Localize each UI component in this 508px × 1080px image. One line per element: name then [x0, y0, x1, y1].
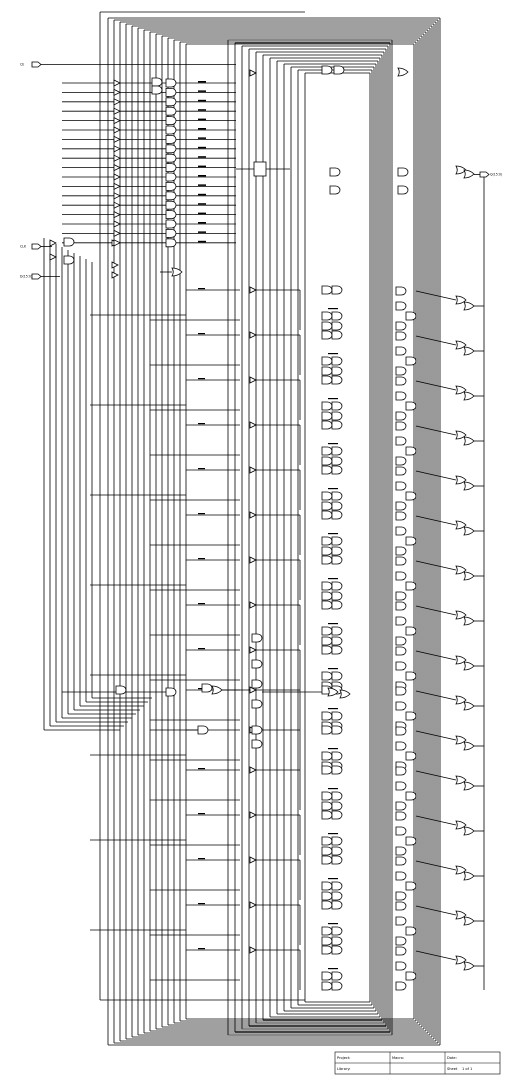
- and-gate-icon: [332, 627, 342, 635]
- and-gate-icon: [166, 98, 176, 106]
- and-gate-icon: [322, 927, 332, 935]
- and-gate-icon: [332, 766, 342, 774]
- flipflop-icon: [254, 162, 266, 176]
- and-gate-icon: [252, 726, 262, 734]
- and-gate-icon: [332, 502, 342, 510]
- and-gate-icon: [396, 547, 406, 555]
- and-gate-icon: [166, 79, 176, 87]
- and-gate-icon: [396, 527, 406, 535]
- and-gate-icon: [322, 312, 332, 320]
- title-project-label: Project:: [337, 1056, 351, 1060]
- and-gate-icon: [396, 302, 406, 310]
- and-gate-icon: [406, 972, 416, 980]
- and-gate-icon: [332, 286, 342, 294]
- net-label-tag: [328, 923, 338, 924]
- and-gate-icon: [406, 882, 416, 890]
- net-label-tag: [198, 119, 206, 121]
- and-gate-icon: [322, 752, 332, 760]
- and-gate-icon: [322, 646, 332, 654]
- and-gate-icon: [396, 467, 406, 475]
- net-label-tag: [198, 109, 206, 111]
- and-gate-icon: [322, 466, 332, 474]
- and-gate-icon: [334, 66, 344, 74]
- net-label-tag: [198, 128, 206, 130]
- and-gate-icon: [332, 466, 342, 474]
- net-label-tag: [328, 398, 338, 399]
- and-gate-icon: [396, 512, 406, 520]
- and-gate-icon: [406, 792, 416, 800]
- and-gate-icon: [322, 357, 332, 365]
- net-label-tag: [328, 748, 338, 749]
- title-sheet-value: 1 of 1: [462, 1067, 473, 1071]
- net-label-tag: [198, 378, 205, 379]
- and-gate-icon: [332, 447, 342, 455]
- and-gate-icon: [166, 117, 176, 125]
- net-label-tag: [198, 156, 206, 158]
- and-gate-icon: [322, 937, 332, 945]
- and-gate-icon: [396, 332, 406, 340]
- and-gate-icon: [332, 421, 342, 429]
- and-gate-icon: [332, 367, 342, 375]
- and-gate-icon: [332, 376, 342, 384]
- and-gate-icon: [322, 672, 332, 680]
- and-gate-icon: [252, 740, 262, 748]
- and-gate-icon: [396, 437, 406, 445]
- and-gate-icon: [332, 646, 342, 654]
- and-gate-icon: [332, 946, 342, 954]
- and-gate-icon: [332, 637, 342, 645]
- and-gate-icon: [332, 672, 342, 680]
- title-date-label: Date:: [447, 1056, 457, 1060]
- and-gate-icon: [166, 145, 176, 153]
- net-label-tag: [328, 708, 338, 709]
- and-gate-icon: [322, 592, 332, 600]
- net-label-tag: [198, 903, 205, 904]
- and-gate-icon: [332, 927, 342, 935]
- net-label-tag: [198, 558, 205, 559]
- and-gate-icon: [330, 168, 340, 176]
- and-gate-icon: [396, 637, 406, 645]
- and-gate-icon: [166, 201, 176, 209]
- title-macro-label: Macro:: [392, 1056, 405, 1060]
- net-label-tag: [328, 533, 338, 534]
- net-label-tag: [198, 203, 206, 205]
- and-gate-icon: [406, 837, 416, 845]
- and-gate-icon: [396, 827, 406, 835]
- and-gate-icon: [322, 792, 332, 800]
- and-gate-icon: [252, 700, 262, 708]
- and-gate-icon: [322, 412, 332, 420]
- net-label-tag: [328, 833, 338, 834]
- and-gate-icon: [332, 882, 342, 890]
- port-q-label: Q(15:0): [490, 172, 503, 177]
- and-gate-icon: [330, 186, 340, 194]
- and-gate-icon: [332, 792, 342, 800]
- and-gate-icon: [406, 927, 416, 935]
- and-gate-icon: [332, 312, 342, 320]
- net-label-tag: [328, 578, 338, 579]
- and-gate-icon: [396, 872, 406, 880]
- and-gate-icon: [396, 892, 406, 900]
- net-label-tag: [198, 231, 206, 233]
- net-label-tag: [328, 623, 338, 624]
- and-gate-icon: [322, 492, 332, 500]
- and-gate-icon: [322, 946, 332, 954]
- net-label-tag: [198, 184, 206, 186]
- and-gate-icon: [166, 211, 176, 219]
- and-gate-icon: [332, 712, 342, 720]
- and-gate-icon: [396, 782, 406, 790]
- net-label-tag: [198, 147, 206, 149]
- and-gate-icon: [406, 492, 416, 500]
- net-label-tag: [198, 468, 205, 469]
- and-gate-icon: [166, 164, 176, 172]
- port-clk-label: CLK: [20, 244, 27, 249]
- and-gate-icon: [322, 601, 332, 609]
- and-gate-icon: [322, 811, 332, 819]
- and-gate-icon: [396, 917, 406, 925]
- net-label-tag: [328, 788, 338, 789]
- and-gate-icon: [332, 837, 342, 845]
- and-gate-icon: [396, 322, 406, 330]
- and-gate-icon: [396, 572, 406, 580]
- and-gate-icon: [332, 556, 342, 564]
- and-gate-icon: [406, 752, 416, 760]
- and-gate-icon: [332, 901, 342, 909]
- and-gate-icon: [396, 422, 406, 430]
- net-label-tag: [198, 858, 205, 859]
- and-gate-icon: [398, 168, 408, 176]
- and-gate-icon: [332, 802, 342, 810]
- and-gate-icon: [166, 182, 176, 190]
- and-gate-icon: [252, 680, 262, 688]
- net-label-tag: [198, 81, 206, 83]
- and-gate-icon: [396, 617, 406, 625]
- and-gate-icon: [64, 256, 74, 264]
- and-gate-icon: [406, 627, 416, 635]
- and-gate-icon: [332, 592, 342, 600]
- and-gate-icon: [322, 547, 332, 555]
- and-gate-icon: [332, 322, 342, 330]
- net-label-tag: [198, 213, 206, 215]
- net-label-tag: [198, 288, 205, 289]
- and-gate-icon: [396, 947, 406, 955]
- and-gate-icon: [322, 376, 332, 384]
- and-gate-icon: [322, 447, 332, 455]
- and-gate-icon: [252, 660, 262, 668]
- net-label-tag: [328, 308, 338, 309]
- net-label-tag: [198, 100, 206, 102]
- and-gate-icon: [322, 322, 332, 330]
- and-gate-icon: [396, 902, 406, 910]
- title-library-label: Library:: [337, 1067, 351, 1071]
- and-gate-icon: [396, 412, 406, 420]
- and-gate-icon: [332, 982, 342, 990]
- and-gate-icon: [322, 901, 332, 909]
- and-gate-icon: [202, 684, 212, 692]
- port-ce-label: CE: [20, 62, 25, 67]
- net-label-tag: [328, 353, 338, 354]
- and-gate-icon: [322, 421, 332, 429]
- and-gate-icon: [166, 173, 176, 181]
- and-gate-icon: [396, 502, 406, 510]
- and-gate-icon: [396, 962, 406, 970]
- net-label-tag: [198, 513, 205, 514]
- and-gate-icon: [322, 511, 332, 519]
- net-label-tag: [328, 668, 338, 669]
- and-gate-icon: [396, 802, 406, 810]
- and-gate-icon: [396, 287, 406, 295]
- and-gate-icon: [166, 135, 176, 143]
- and-gate-icon: [322, 537, 332, 545]
- and-gate-icon: [332, 492, 342, 500]
- and-gate-icon: [406, 712, 416, 720]
- and-gate-icon: [332, 937, 342, 945]
- and-gate-icon: [166, 220, 176, 228]
- and-gate-icon: [322, 726, 332, 734]
- and-gate-icon: [322, 856, 332, 864]
- net-label-tag: [198, 175, 206, 177]
- and-gate-icon: [332, 972, 342, 980]
- and-gate-icon: [396, 647, 406, 655]
- net-label-tag: [198, 948, 205, 949]
- net-label-tag: [198, 166, 206, 168]
- and-gate-icon: [322, 712, 332, 720]
- and-gate-icon: [322, 286, 332, 294]
- and-gate-icon: [332, 331, 342, 339]
- and-gate-icon: [332, 582, 342, 590]
- and-gate-icon: [396, 742, 406, 750]
- port-d-label: D(15:0): [20, 274, 33, 279]
- and-gate-icon: [322, 972, 332, 980]
- and-gate-icon: [198, 726, 208, 734]
- and-gate-icon: [332, 752, 342, 760]
- and-gate-icon: [322, 502, 332, 510]
- and-gate-icon: [64, 238, 74, 246]
- and-gate-icon: [396, 602, 406, 610]
- and-gate-icon: [116, 686, 126, 694]
- net-label-tag: [198, 222, 206, 224]
- and-gate-icon: [406, 537, 416, 545]
- net-label-tag: [328, 878, 338, 879]
- and-gate-icon: [406, 582, 416, 590]
- net-label-tag: [198, 90, 206, 92]
- and-gate-icon: [166, 107, 176, 115]
- and-gate-icon: [322, 627, 332, 635]
- net-label-tag: [198, 241, 206, 243]
- and-gate-icon: [152, 78, 162, 86]
- net-label-tag: [198, 603, 205, 604]
- title-block: [335, 1052, 500, 1074]
- and-gate-icon: [396, 937, 406, 945]
- and-gate-icon: [396, 727, 406, 735]
- and-gate-icon: [166, 154, 176, 162]
- and-gate-icon: [396, 557, 406, 565]
- and-gate-icon: [322, 367, 332, 375]
- and-gate-icon: [166, 88, 176, 96]
- and-gate-icon: [322, 331, 332, 339]
- and-gate-icon: [166, 229, 176, 237]
- and-gate-icon: [332, 811, 342, 819]
- and-gate-icon: [322, 766, 332, 774]
- and-gate-icon: [332, 892, 342, 900]
- net-label-tag: [198, 137, 206, 139]
- and-gate-icon: [322, 847, 332, 855]
- and-gate-icon: [322, 457, 332, 465]
- and-gate-icon: [322, 66, 332, 74]
- and-gate-icon: [406, 402, 416, 410]
- and-gate-icon: [252, 634, 262, 642]
- and-gate-icon: [322, 982, 332, 990]
- and-gate-icon: [398, 186, 408, 194]
- and-gate-icon: [322, 637, 332, 645]
- and-gate-icon: [332, 357, 342, 365]
- net-label-tag: [198, 768, 205, 769]
- and-gate-icon: [332, 847, 342, 855]
- and-gate-icon: [396, 767, 406, 775]
- and-gate-icon: [406, 672, 416, 680]
- and-gate-icon: [396, 687, 406, 695]
- and-gate-icon: [332, 547, 342, 555]
- and-gate-icon: [396, 377, 406, 385]
- and-gate-icon: [406, 312, 416, 320]
- net-label-tag: [198, 423, 205, 424]
- and-gate-icon: [166, 239, 176, 247]
- and-gate-icon: [396, 392, 406, 400]
- and-gate-icon: [396, 347, 406, 355]
- net-label-tag: [198, 813, 205, 814]
- and-gate-icon: [166, 192, 176, 200]
- port-q-symbol: [480, 172, 502, 177]
- net-label-tag: [328, 968, 338, 969]
- net-label-tag: [328, 488, 338, 489]
- and-gate-icon: [396, 857, 406, 865]
- and-gate-icon: [332, 537, 342, 545]
- and-gate-icon: [332, 856, 342, 864]
- and-gate-icon: [396, 662, 406, 670]
- and-gate-icon: [322, 582, 332, 590]
- and-gate-icon: [322, 837, 332, 845]
- net-label-tag: [198, 194, 206, 196]
- and-gate-icon: [406, 357, 416, 365]
- and-gate-icon: [322, 402, 332, 410]
- and-gate-icon: [332, 457, 342, 465]
- and-gate-icon: [396, 457, 406, 465]
- and-gate-icon: [396, 982, 406, 990]
- and-gate-icon: [396, 367, 406, 375]
- and-gate-icon: [396, 847, 406, 855]
- and-gate-icon: [332, 511, 342, 519]
- title-sheet-label: Sheet: [447, 1067, 458, 1071]
- port-d-symbol: [20, 274, 41, 279]
- net-label-tag: [328, 443, 338, 444]
- and-gate-icon: [166, 126, 176, 134]
- and-gate-icon: [322, 802, 332, 810]
- and-gate-icon: [322, 892, 332, 900]
- and-gate-icon: [322, 882, 332, 890]
- and-gate-icon: [322, 556, 332, 564]
- and-gate-icon: [166, 688, 176, 696]
- and-gate-icon: [332, 402, 342, 410]
- and-gate-icon: [396, 702, 406, 710]
- and-gate-icon: [396, 592, 406, 600]
- and-gate-icon: [332, 412, 342, 420]
- net-label-tag: [198, 333, 205, 334]
- and-gate-icon: [152, 86, 162, 94]
- and-gate-icon: [396, 812, 406, 820]
- and-gate-icon: [332, 726, 342, 734]
- and-gate-icon: [332, 601, 342, 609]
- and-gate-icon: [406, 447, 416, 455]
- and-gate-icon: [396, 482, 406, 490]
- net-label-tag: [198, 648, 205, 649]
